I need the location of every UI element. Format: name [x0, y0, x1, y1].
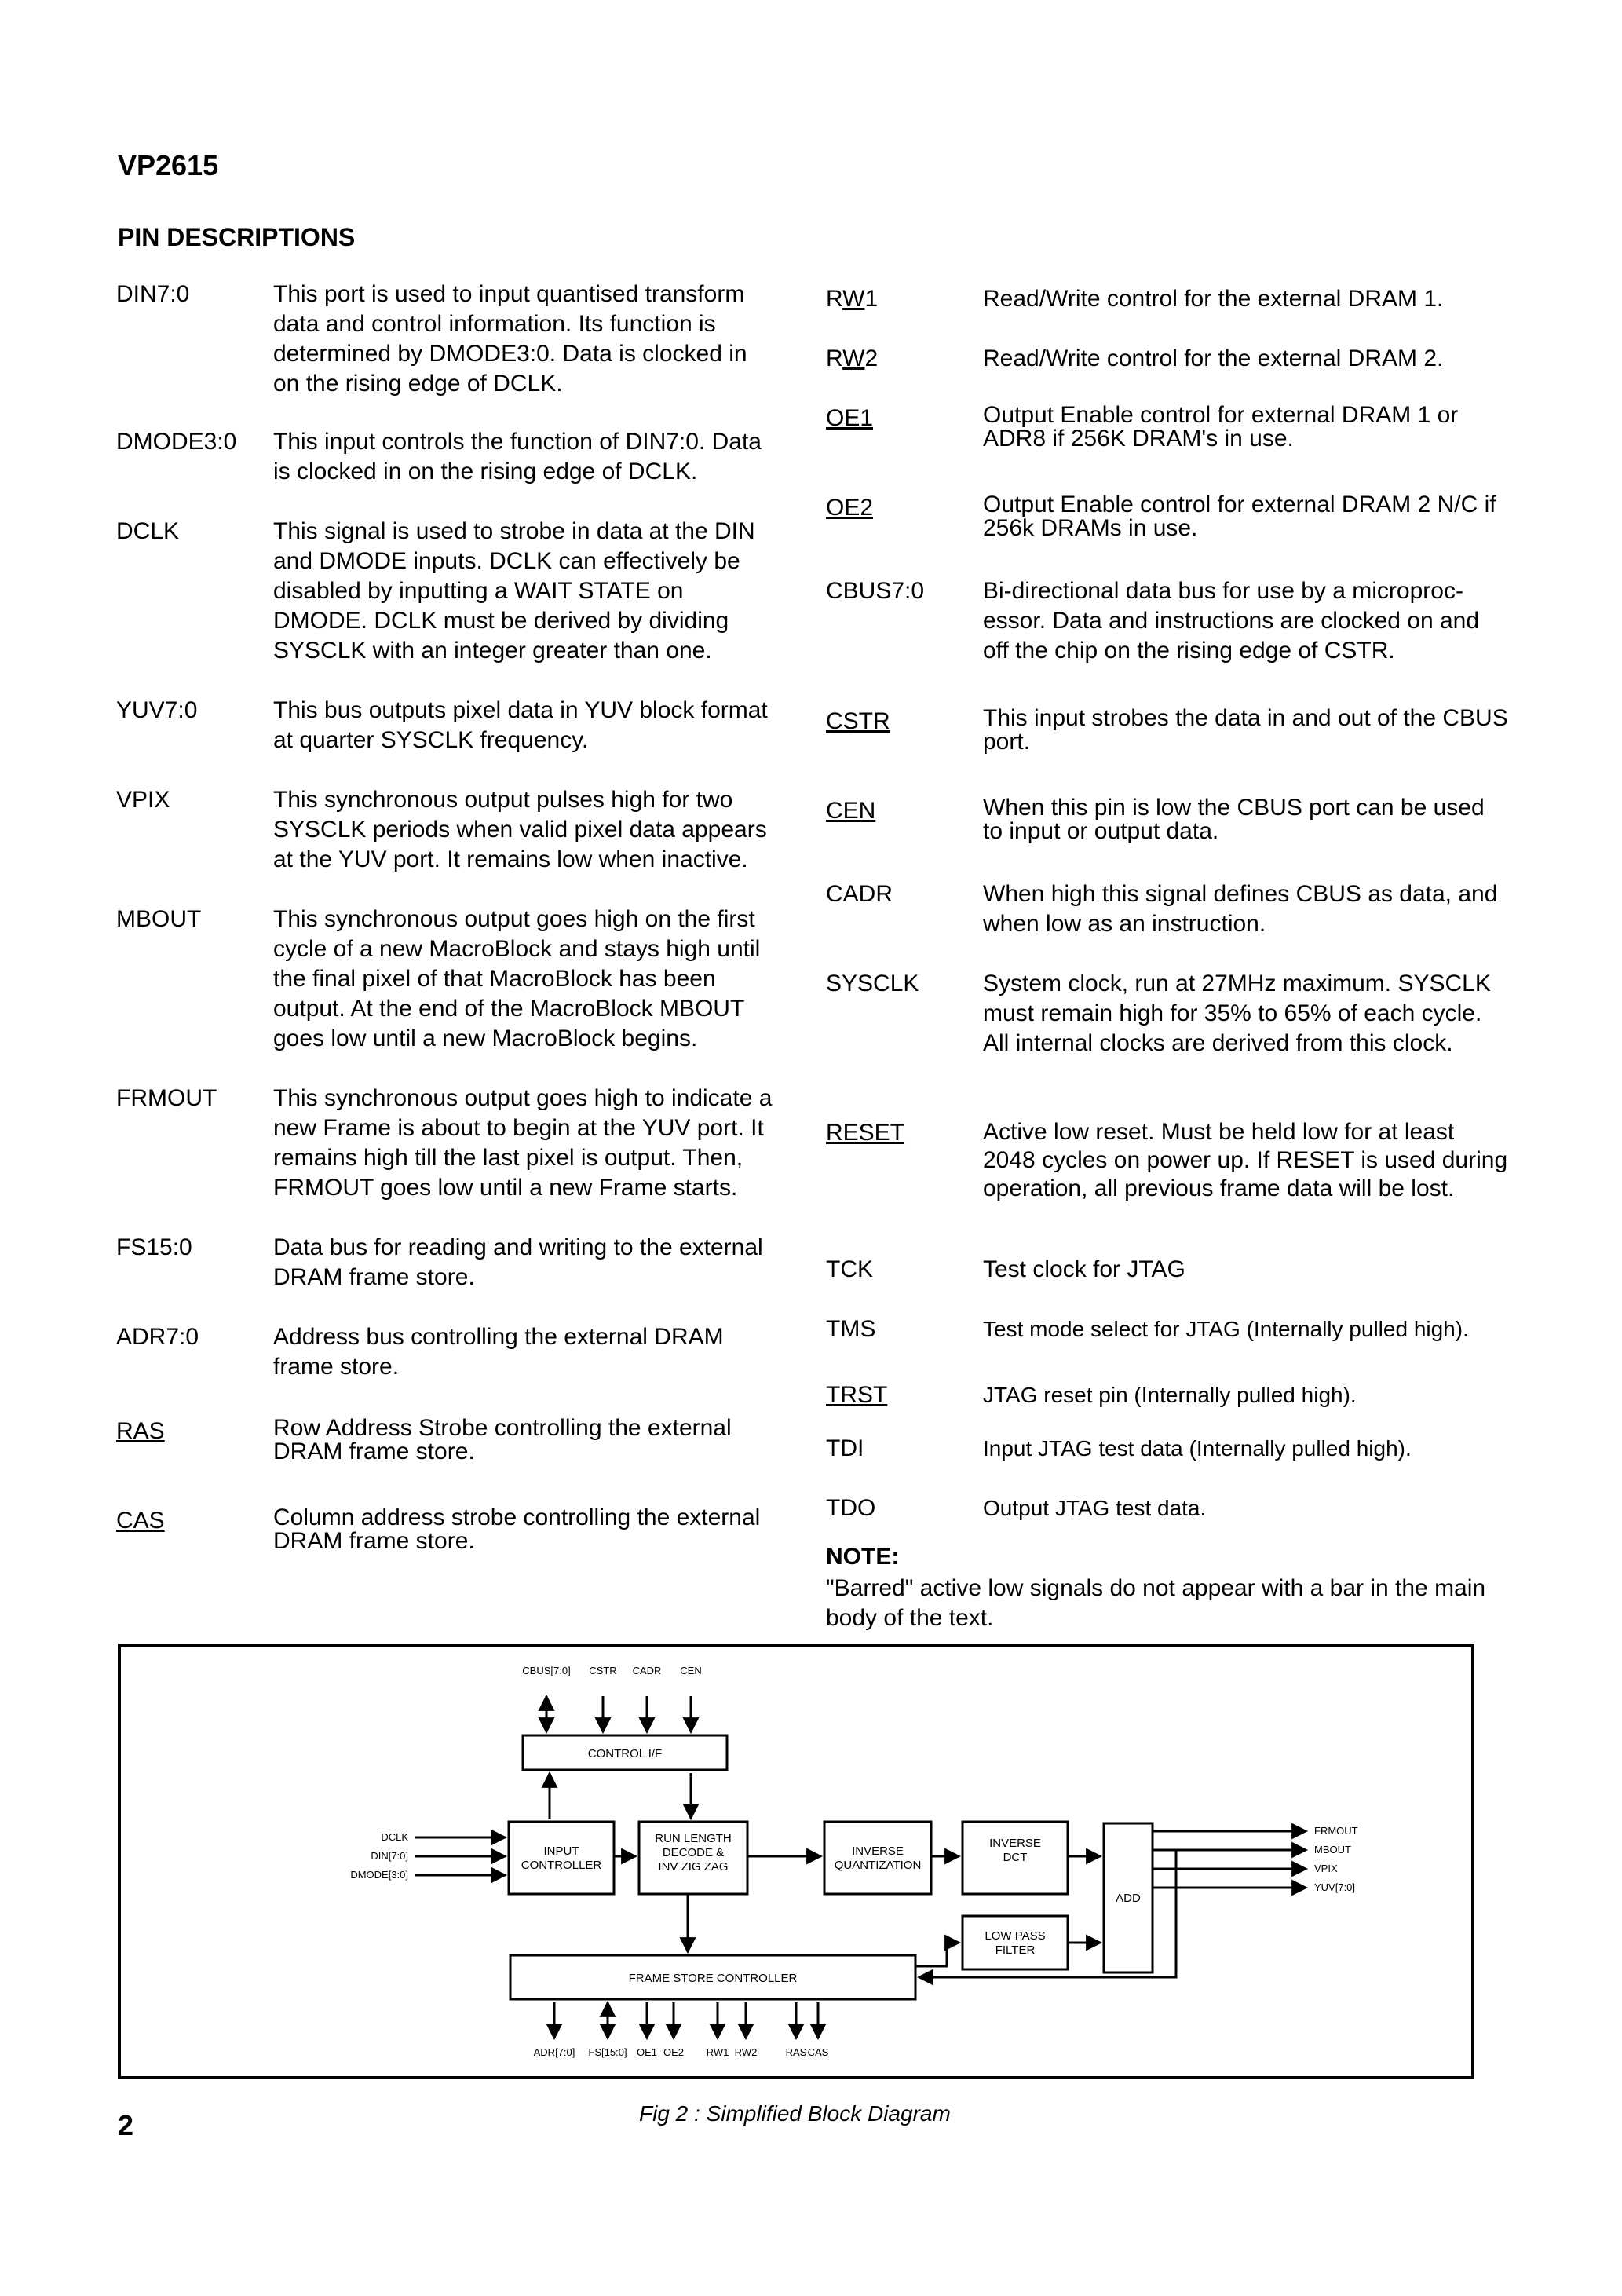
dclk-label: DCLK	[381, 1831, 408, 1843]
pin-name: SYSCLK	[826, 971, 919, 996]
pin-description: Output Enable control for external DRAM 2 N/C if 256k DRAMs in use.	[983, 492, 1496, 541]
control-if-label: CONTROL I/F	[587, 1747, 663, 1760]
pin-description: Active low reset. Must be held low for at least 2048 cycles on power up. If RESET is used during operation, all previous frame data will be lost.	[983, 1119, 1508, 1201]
pin-name: DMODE3:0	[116, 429, 237, 455]
pin-name: CAS	[116, 1508, 165, 1534]
pin-name: TDO	[826, 1495, 876, 1521]
rw2-label: RW2	[734, 2046, 758, 2058]
pin-description: This input controls the function of DIN7:0. Data is clocked in on the rising edge of DCLK.	[273, 429, 762, 484]
pin-description: This synchronous output goes high to indicate a new Frame is about to begin at the YUV port. It remains high till the last pixel is output. Then, FRMOUT goes low until a new Frame starts.	[273, 1085, 773, 1201]
yuv-label: YUV[7:0]	[1314, 1881, 1356, 1893]
pin-description: JTAG reset pin (Internally pulled high).	[983, 1383, 1357, 1407]
pin-description: System clock, run at 27MHz maximum. SYSCLK must remain high for 35% to 65% of each cycle. All internal clocks are derived from this clock.	[983, 971, 1491, 1056]
left-pin-column	[116, 280, 776, 1567]
pin-description: Read/Write control for the external DRAM 2.	[983, 345, 1444, 371]
pin-name: DIN7:0	[116, 281, 190, 307]
inverse-quantization-block	[824, 1822, 931, 1894]
note-text: "Barred" active low signals do not appear with a bar in the main body of the text.	[826, 1575, 1486, 1631]
mbout-label: MBOUT	[1314, 1844, 1351, 1855]
pin-description: This signal is used to strobe in data at the DIN and DMODE inputs. DCLK can effectively be disabled by inputting a WAIT STATE on DMODE. DCLK must be derived by dividing SYSCLK with an integer greater than one.	[273, 518, 755, 664]
pin-description: This synchronous output goes high on the first cycle of a new MacroBlock and stays high until the final pixel of that MacroBlock has been output. At the end of the MacroBlock MBOUT goes low until a new MacroBlock begins.	[273, 906, 761, 1051]
run-length-label-3: INV ZIG ZAG	[658, 1860, 729, 1874]
pin-name: ADR7:0	[116, 1324, 199, 1350]
pin-description: Address bus controlling the external DRAM frame store.	[273, 1324, 724, 1380]
pin-description: This port is used to input quantised transform data and control information. Its function is determined by DMODE3:0. Data is clocked in on the rising edge of DCLK.	[273, 281, 747, 397]
dmode-label: DMODE[3:0]	[350, 1869, 408, 1881]
input-controller-label-2: CONTROLLER	[521, 1859, 602, 1872]
pin-description: Test mode select for JTAG (Internally pulled high).	[983, 1317, 1469, 1341]
pin-name: TMS	[826, 1316, 876, 1342]
cadr-label: CADR	[632, 1665, 662, 1676]
input-controller-block	[509, 1822, 614, 1894]
pin-description: Output Enable control for external DRAM 1 or ADR8 if 256K DRAM's in use.	[983, 402, 1459, 452]
pin-description: This input strobes the data in and out of the CBUS port.	[983, 705, 1508, 755]
vpix-label: VPIX	[1314, 1863, 1338, 1874]
pin-name: FRMOUT	[116, 1085, 217, 1111]
run-length-label-2: DECODE &	[662, 1846, 725, 1859]
right-pin-column	[826, 284, 1508, 1521]
pin-name: CBUS7:0	[826, 578, 925, 604]
idct-label-2: DCT	[1003, 1851, 1028, 1864]
pin-name: TRST	[826, 1382, 888, 1408]
figure-caption: Fig 2 : Simplified Block Diagram	[639, 2101, 951, 2126]
pin-description: Bi-directional data bus for use by a microproc-essor. Data and instructions are clocked on and off the chip on the rising edge of CSTR.	[983, 578, 1480, 664]
pin-description: This bus outputs pixel data in YUV block format at quarter SYSCLK frequency.	[273, 697, 768, 753]
cen-label: CEN	[680, 1665, 702, 1676]
idct-label-1: INVERSE	[989, 1837, 1041, 1850]
pin-name: MBOUT	[116, 906, 202, 932]
oe2-label: OE2	[663, 2046, 685, 2058]
pin-name: CEN	[826, 798, 876, 824]
fs-to-lpf-line	[915, 1943, 947, 1966]
frame-store-label: FRAME STORE CONTROLLER	[628, 1972, 798, 1985]
pin-name: RAS	[116, 1418, 165, 1444]
pin-name: YUV7:0	[116, 697, 198, 723]
cstr-label: CSTR	[589, 1665, 617, 1676]
pin-description: Input JTAG test data (Internally pulled high).	[983, 1436, 1412, 1461]
part-number: VP2615	[118, 149, 219, 181]
pin-description: Column address strobe controlling the external DRAM frame store.	[273, 1504, 761, 1554]
pin-name: TCK	[826, 1256, 873, 1282]
frmout-label: FRMOUT	[1314, 1825, 1358, 1837]
add-to-fs-arrow	[919, 1850, 1176, 1977]
iq-label-1: INVERSE	[852, 1844, 904, 1858]
pin-description: This synchronous output pulses high for two SYSCLK periods when valid pixel data appears at the YUV port. It remains low when inactive.	[273, 787, 767, 872]
cas-label: CAS	[807, 2046, 829, 2058]
iq-label-2: QUANTIZATION	[834, 1859, 922, 1872]
pin-description: Read/Write control for the external DRAM 1.	[983, 286, 1444, 312]
pin-name: OE2	[826, 495, 874, 521]
run-length-label-1: RUN LENGTH	[655, 1832, 732, 1845]
section-title: PIN DESCRIPTIONS	[118, 223, 356, 251]
pin-description: Output JTAG test data.	[983, 1496, 1207, 1520]
pin-name: RW2	[826, 345, 879, 371]
pin-name: TDI	[826, 1435, 864, 1461]
cbus-label: CBUS[7:0]	[522, 1665, 571, 1676]
add-label: ADD	[1116, 1892, 1141, 1905]
rw1-label: RW1	[706, 2046, 729, 2058]
pin-name: CADR	[826, 881, 893, 907]
oe1-label: OE1	[636, 2046, 658, 2058]
fs-label: FS[15:0]	[588, 2046, 627, 2058]
page-number: 2	[118, 2109, 134, 2141]
pin-name: RW1	[826, 286, 879, 312]
note-title: NOTE:	[826, 1544, 900, 1570]
input-controller-label-1: INPUT	[543, 1844, 579, 1858]
lpf-label-1: LOW PASS	[985, 1929, 1046, 1943]
pin-name: RESET	[826, 1120, 905, 1146]
pin-description: When this pin is low the CBUS port can be used to input or output data.	[983, 795, 1485, 844]
lpf-label-2: FILTER	[995, 1943, 1036, 1957]
block-diagram	[118, 1644, 1474, 2079]
pin-description: Row Address Strobe controlling the external DRAM frame store.	[273, 1415, 732, 1464]
pin-description: When high this signal defines CBUS as data, and when low as an instruction.	[983, 881, 1498, 937]
pin-description: Test clock for JTAG	[983, 1256, 1185, 1282]
pin-description: Data bus for reading and writing to the external DRAM frame store.	[273, 1234, 763, 1290]
block-diagram-svg	[121, 1647, 1471, 2076]
pin-name: FS15:0	[116, 1234, 192, 1260]
low-pass-filter-block	[963, 1916, 1068, 1969]
pin-name: DCLK	[116, 518, 180, 544]
pin-name: OE1	[826, 405, 874, 431]
pin-name: CSTR	[826, 708, 890, 734]
din-label: DIN[7:0]	[371, 1850, 408, 1862]
adr-label: ADR[7:0]	[533, 2046, 575, 2058]
ras-label: RAS	[785, 2046, 807, 2058]
pin-name: VPIX	[116, 787, 170, 813]
